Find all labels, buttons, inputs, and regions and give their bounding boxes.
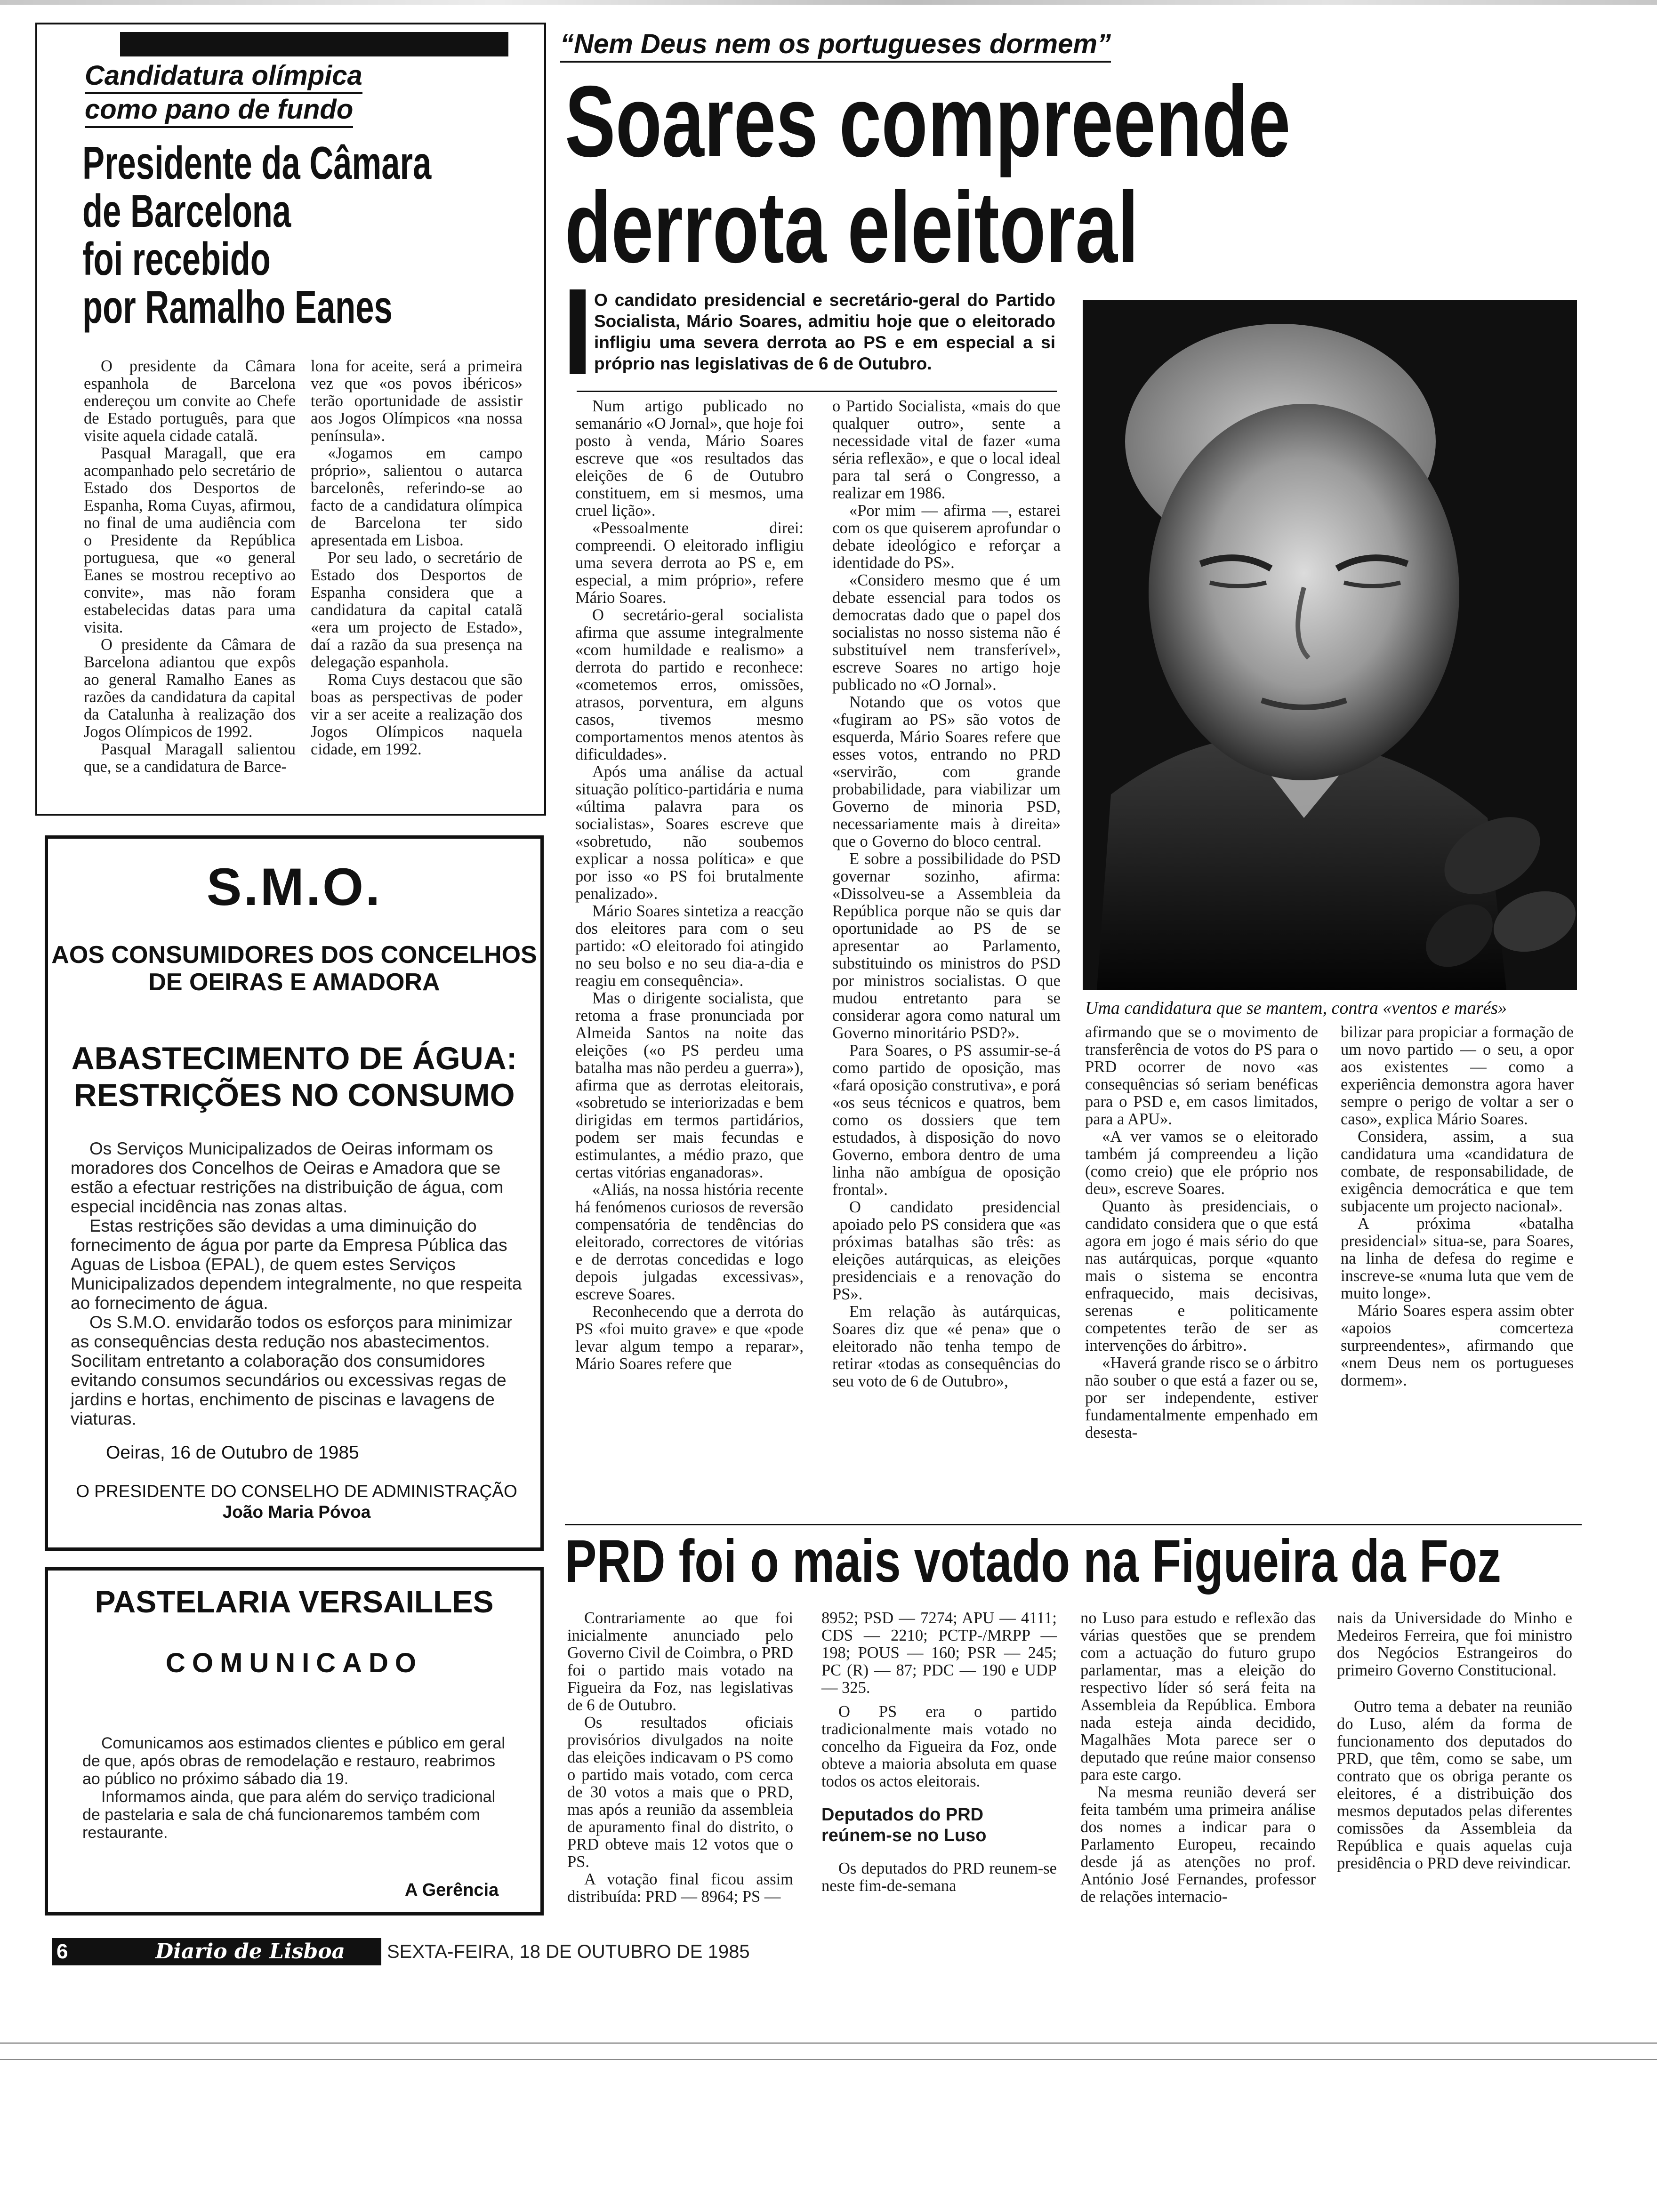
page-bottom-rule xyxy=(0,2043,1657,2044)
left-story-col-1 xyxy=(84,358,296,776)
kicker-line-1: Candidatura olímpica xyxy=(85,60,362,94)
paragraph: «Aliás, na nossa história recente há fenómenos curiosos de reversão compensatória de tendências do eleitorado, correctores de vitórias e de derrotas concedidas e logo depois julgadas excessivas», escreve Soares. xyxy=(575,1181,804,1303)
paragraph: O candidato presidencial apoiado pelo PS considera que «as próximas batalhas são três: as eleições autárquicas, as eleições presidenciais e a renovação do PS». xyxy=(832,1198,1061,1303)
pastelaria-body xyxy=(82,1734,515,1842)
paragraph: Pasqual Maragall, que era acompanhado pelo secretário de Estado dos Desportos de Espanha, Roma Cuyas, afirmou, no final de uma audiência com o Presidente da República portuguesa, que «o general Eanes se mostrou receptivo ao convite», mas não foram estabelecidas datas para uma visita. xyxy=(84,444,296,636)
smo-date: Oeiras, 16 de Outubro de 1985 xyxy=(106,1443,359,1463)
smo-headline xyxy=(45,1040,544,1114)
paragraph: «Jogamos em campo próprio», salientou o autarca barcelonês, referindo-se ao facto de a candidatura olímpica de Barcelona ter sido apresentada em Lisboa. xyxy=(311,444,523,549)
footer-date: SEXTA-FEIRA, 18 DE OUTUBRO DE 1985 xyxy=(387,1941,750,1962)
pastelaria-title: PASTELARIA VERSAILLES xyxy=(95,1584,494,1619)
paragraph: Mário Soares sintetiza a reacção dos eleitores para com o seu partido: «O eleitorado foi atingido no seu bolso e no seu dia-a-dia e reagiu em consequência». xyxy=(575,902,804,990)
main-col-2 xyxy=(832,398,1061,1390)
photo-caption: Uma candidatura que se mantem, contra «ventos e marés» xyxy=(1085,998,1507,1018)
smo-signature-name: João Maria Póvoa xyxy=(222,1502,371,1522)
paragraph: Reconhecendo que a derrota do PS «foi muito grave» e que «pode levar algum tempo a reparar», Mário Soares refere que xyxy=(575,1303,804,1373)
paragraph: O secretário-geral socialista afirma que assume integralmente «com humildade e realismo» a derrota do partido e reconhece: «cometemos erros, omissões, atrasos, porventura, em alguns casos, tivemos mesmo comportamentos menos atentos às dificuldades». xyxy=(575,606,804,763)
subtitle-line: AOS CONSUMIDORES DOS CONCELHOS xyxy=(51,941,537,969)
paragraph: Mas o dirigente socialista, que retoma a frase pronunciada por Almeida Santos na noite das eleições («o PS perdeu uma batalha mas não perdeu a guerra»), afirma que as derrotas eleitorais, «sobretudo se interiorizadas e bem dirigidas em termos partidários, podem ser mais fecundas e estimulantes, a médio prazo, que certas vitórias enganadoras». xyxy=(575,989,804,1181)
footer-masthead: Diario de Lisboa xyxy=(155,1940,346,1964)
portrait-illustration xyxy=(1083,300,1577,990)
lead-rule xyxy=(577,391,1057,392)
paragraph: Os deputados do PRD reunem-se neste fim-de-semana xyxy=(821,1859,1057,1895)
headline-line: foi recebido xyxy=(82,233,271,285)
prd-top-rule xyxy=(565,1524,1582,1525)
pastelaria-signature: A Gerência xyxy=(405,1880,499,1900)
paragraph: Estas restrições são devidas a uma diminuição do fornecimento de água por parte da Empresa Pública das Aguas de Lisboa (EPAL), de quem estes Serviços Municipalizados dependem integralmente, no que respeita ao fornecimento de água. xyxy=(71,1216,522,1313)
paragraph: Roma Cuys destacou que são boas as perspectivas de poder vir a ser aceite a realização dos Jogos Olímpicos naquela cidade, em 1992. xyxy=(311,671,523,758)
prd-col-2 xyxy=(821,1610,1057,1895)
paragraph: «Pessoalmente direi: compreendi. O eleitorado infligiu uma severa derrota ao PS e, em especial, a mim próprio», refere Mário Soares. xyxy=(575,519,804,607)
paragraph: no Luso para estudo e reflexão das várias questões que se prendem com a actuação do futuro grupo parlamentar, mas a eleição do respectivo líder só será feita na Assembleia da República. Embora nada esteja ainda decidido, Magalhães Mota parece ser o deputado que reúne maior consenso para este cargo. xyxy=(1080,1609,1316,1784)
subhead-line: reúnem-se no Luso xyxy=(821,1826,987,1845)
kicker-line-2: como pano de fundo xyxy=(85,94,353,128)
subtitle-line: DE OEIRAS E AMADORA xyxy=(148,969,440,996)
smo-signature-title: O PRESIDENTE DO CONSELHO DE ADMINISTRAÇÃO xyxy=(76,1482,517,1501)
paragraph: Para Soares, o PS assumir-se-á como partido de oposição, mas «fará oposição construtiva», e porá «os seus técnicos e quatros, bem como os dossiers que tem estudados, à disposição do novo Governo, embora dentro de uma linha não ambígua de oposição frontal». xyxy=(832,1042,1061,1199)
main-kicker: “Nem Deus nem os portugueses dormem” xyxy=(560,28,1111,63)
paragraph: Informamos ainda, que para além do serviço tradicional de pastelaria e sala de chá funcionaremos também com restaurante. xyxy=(82,1788,496,1842)
main-col-3 xyxy=(1085,1024,1318,1442)
paragraph: Os S.M.O. envidarão todos os esforços para minimizar as consequências desta redução nos abastecimentos. Socilitam entretanto a colaboração dos consumidores evitando consumos secundários ou excessivas regas de jardins e hortas, enchimento de piscinas e lavagens de viaturas. xyxy=(71,1313,513,1428)
paragraph: Comunicamos aos estimados clientes e público em geral de que, após obras de remodelação e restauro, reabrimos ao público no próximo sábado dia 19. xyxy=(82,1734,505,1788)
headline-line: Soares compreende xyxy=(565,64,1291,178)
paragraph: O PS era o partido tradicionalmente mais votado no concelho da Figueira da Foz, onde obteve a maioria absoluta em quase todos os actos eleitorais. xyxy=(821,1703,1057,1790)
left-story-kicker xyxy=(85,60,362,128)
soares-photo xyxy=(1083,300,1577,990)
footer-page-number: 6 xyxy=(56,1940,68,1963)
paragraph: «Considero mesmo que é um debate essencial para todos os democratas dado que o papel dos socialistas no nosso sistema não é substituível nem transferível», escreve Soares no artigo hoje publicado no «O Jornal». xyxy=(832,571,1061,694)
prd-col-4 xyxy=(1337,1610,1572,1872)
paragraph: Pasqual Maragall salientou que, se a candidatura de Barce- xyxy=(84,740,296,776)
paragraph: Na mesma reunião deverá ser feita também uma primeira análise dos nomes a indicar para o Parlamento Europeu, recaindo desde já as atenções no prof. António José Fernandes, professor de relações internacio- xyxy=(1080,1783,1316,1906)
left-story-headline xyxy=(82,139,506,331)
smo-body xyxy=(71,1139,523,1428)
paragraph: nais da Universidade do Minho e Medeiros Ferreira, que foi ministro dos Negócios Estrangeiros do primeiro Governo Constitucional. xyxy=(1337,1609,1572,1679)
paragraph: Em relação às autárquicas, Soares diz que «é pena» que o eleitorado não tenha tempo de retirar «todas as consequências do seu voto de 6 de Outubro», xyxy=(832,1303,1061,1390)
pastelaria-subtitle: COMUNICADO xyxy=(166,1648,423,1678)
paragraph: A próxima «batalha presidencial» situa-se, para Soares, na linha de defesa do regime e inscreve-se «numa luta que vem de muito longe». xyxy=(1341,1215,1574,1302)
paragraph: Considera, assim, a sua candidatura uma «candidatura de combate, de responsabilidade, de exigência democrática e que tem subjacente um projecto nacional». xyxy=(1341,1128,1574,1215)
headline-line: de Barcelona xyxy=(82,185,291,237)
black-bar xyxy=(120,32,508,56)
main-col-4 xyxy=(1341,1024,1574,1389)
paragraph: Outro tema a debater na reunião do Luso, além da forma de funcionamento dos deputados do PRD, que têm, como se sabe, um contrato que os obriga perante os eleitores, é a distribuição dos mesmos deputados pelas diferentes comissões da Assembleia da República e quais aquelas cuja presidência o PRD deve reivindicar. xyxy=(1337,1698,1572,1872)
prd-col-1 xyxy=(567,1610,793,1906)
headline-line: Presidente da Câmara xyxy=(82,137,432,189)
paragraph: 8952; PSD — 7274; APU — 4111; CDS — 2210; PCTP-/MRPP — 198; POUS — 160; PSR — 245; PC (R) — 87; PDC — 190 e UDP — 325. xyxy=(821,1609,1057,1697)
headline-line: ABASTECIMENTO DE ÁGUA: xyxy=(71,1041,517,1076)
paragraph: lona for aceite, será a primeira vez que «os povos ibéricos» terão oportunidade de assistir aos Jogos Olímpicos «na nossa península». xyxy=(311,357,523,445)
paragraph: A votação final ficou assim distribuída: PRD — 8964; PS — xyxy=(567,1870,793,1906)
paragraph: O presidente da Câmara de Barcelona adiantou que expôs ao general Ramalho Eanes as razões da candidatura da capital da Catalunha à realização dos Jogos Olímpicos de 1992. xyxy=(84,636,296,741)
paragraph: «Haverá grande risco se o árbitro não souber o que está a fazer ou se, por ser independente, estiver fundamentalmente empenhado em desesta- xyxy=(1085,1354,1318,1442)
main-lead: O candidato presidencial e secretário-geral do Partido Socialista, Mário Soares, admitiu hoje que o eleitorado infligiu uma severa derrota ao PS e em especial a si próprio nas legislativas de 6 de Outubro. xyxy=(594,290,1055,373)
paragraph: Notando que os votos que «fugiram ao PS» são votos de esquerda, Mário Soares refere que esses votos, entrando no PRD «servirão, com grande probabilidade, para viabilizar um Governo de minoria PSD, necessariamente mais à direita» que o Governo do bloco central. xyxy=(832,693,1061,850)
paragraph: o Partido Socialista, «mais do que qualquer outro», sente a necessidade vital de fazer «uma séria reflexão», e que o local ideal para tal será o Congresso, a realizar em 1986. xyxy=(832,397,1061,502)
paragraph: afirmando que se o movimento de transferência de votos do PS para o PRD ocorrer de novo «as consequências só seriam benéficas para o PSD e, em casos limitados, para a APU». xyxy=(1085,1023,1318,1128)
paragraph: E sobre a possibilidade do PSD governar sozinho, afirma: «Dissolveu-se a Assembleia da República porque não se quis dar oportunidade ao PS de se apresentar ao Parlamento, substituindo os ministros do PSD por ministros socialistas. O que mudou entretanto para se considerar agora como natural um Governo minoritário PSD?». xyxy=(832,850,1061,1042)
main-col-1 xyxy=(575,398,804,1373)
paragraph: Os Serviços Municipalizados de Oeiras informam os moradores dos Concelhos de Oeiras e Amadora que se estão a efectuar restrições na distribuição de água, com especial incidência nas zonas altas. xyxy=(71,1139,504,1216)
left-story-col-2 xyxy=(311,358,523,758)
paragraph: O presidente da Câmara espanhola de Barcelona endereçou um convite ao Chefe de Estado português, para que visite aquela cidade catalã. xyxy=(84,357,296,445)
smo-subtitle xyxy=(45,941,544,996)
page-bottom-rule xyxy=(0,2059,1657,2060)
prd-subhead xyxy=(821,1804,1057,1846)
paragraph: «A ver vamos se o eleitorado também já compreendeu a lição (como creio) que ele próprio nos deu», escreve Soares. xyxy=(1085,1128,1318,1198)
paragraph: «Por mim — afirma —, estarei com os que quiserem aprofundar o debate ideológico e reforçar a identidade do PS». xyxy=(832,502,1061,572)
scan-edge xyxy=(0,0,1657,5)
paragraph: Após uma análise da actual situação político-partidária e numa «última palavra para os socialistas», Soares escreve que «sobretudo, não soubemos explicar a nossa política» e que por isso «o PS foi brutalmente penalizado». xyxy=(575,763,804,903)
main-headline xyxy=(565,64,1532,284)
headline-line: derrota eleitoral xyxy=(565,170,1139,284)
paragraph: bilizar para propiciar a formação de um novo partido — o seu, a opor aos existentes — como a experiência demonstra agora haver sempre o perigo de voltar a ser o caso», explica Mário Soares. xyxy=(1341,1023,1574,1128)
smo-title: S.M.O. xyxy=(206,858,382,916)
paragraph: Os resultados oficiais provisórios divulgados na noite das eleições indicavam o PS como o partido mais votado, com cerca de 30 votos a mais que o PRD, mas após a reunião da assembleia de apuramento final do distrito, o PRD obteve mais 12 votos que o PS. xyxy=(567,1714,793,1871)
lead-initial-bar xyxy=(570,289,586,374)
paragraph: Quanto às presidenciais, o candidato considera que o que está agora em jogo é mais sério do que nas autárquicas, porque «quanto mais o sistema se encontra enfraquecido, mais decisivas, serenas e politicamente competentes terão de ser as intervenções do árbitro». xyxy=(1085,1197,1318,1354)
prd-col-3 xyxy=(1080,1610,1316,1906)
paragraph: Contrariamente ao que foi inicialmente anunciado pelo Governo Civil de Coimbra, o PRD foi o partido mais votado na Figueira da Foz, nas legislativas de 6 de Outubro. xyxy=(567,1609,793,1714)
paragraph: Num artigo publicado no semanário «O Jornal», que hoje foi posto à venda, Mário Soares escreve que «os resultados das eleições de 6 de Outubro constituem, em si mesmos, uma cruel lição». xyxy=(575,397,804,520)
subhead-line: Deputados do PRD xyxy=(821,1805,984,1825)
headline-line: RESTRIÇÕES NO CONSUMO xyxy=(73,1077,515,1113)
paragraph: Mário Soares espera assim obter «apoios comcerteza surpreendentes», afirmando que «nem Deus nem os portugueses dormem». xyxy=(1341,1302,1574,1389)
paragraph: Por seu lado, o secretário de Estado dos Desportos de Espanha considera que a candidatura da capital catalã «era um projecto de Estado», daí a razão da sua presença na delegação espanhola. xyxy=(311,549,523,671)
prd-headline: PRD foi o mais votado na Figueira da Foz xyxy=(565,1528,1501,1595)
headline-line: por Ramalho Eanes xyxy=(82,281,393,333)
